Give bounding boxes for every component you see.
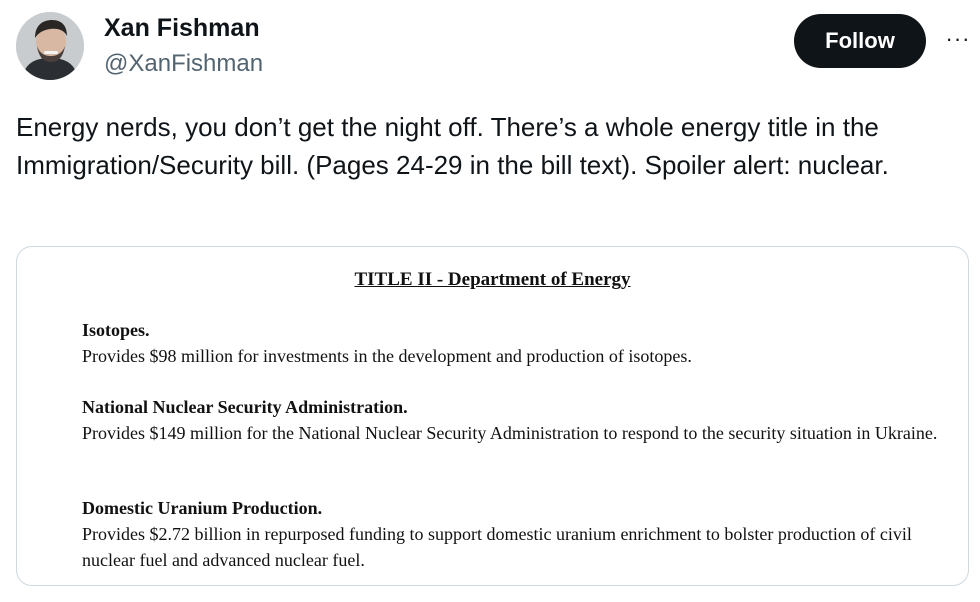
tweet-header: [0, 0, 980, 100]
section-body: Provides $2.72 billion in repurposed funding to support domestic uranium enrichment to bolster production of civil nuclear fuel and advanced nuclear fuel.: [82, 524, 912, 570]
section-body: Provides $149 million for the National Nuclear Security Administration to respond to the security situation in Ukraine.: [82, 423, 938, 443]
avatar-photo-icon: [16, 12, 84, 80]
document-section-uranium: [82, 495, 942, 573]
document-section-isotopes: [82, 317, 942, 369]
attached-image-card[interactable]: [16, 246, 969, 586]
section-body: Provides $98 million for investments in the development and production of isotopes.: [82, 346, 692, 366]
more-dots-icon[interactable]: ···: [945, 26, 971, 51]
tweet-text: Energy nerds, you don’t get the night off. There’s a whole energy title in the Immigration/Security bill. (Pages 24-29 in the bill text). Spoiler alert: nuclear.: [16, 112, 889, 180]
document-title: TITLE II - Department of Energy: [354, 269, 631, 290]
document-section-nnsa: [82, 394, 942, 446]
avatar[interactable]: [16, 12, 84, 80]
section-heading: Domestic Uranium Production.: [82, 498, 323, 518]
user-handle[interactable]: @XanFishman: [104, 50, 264, 77]
user-display-name[interactable]: Xan Fishman: [104, 14, 260, 42]
section-heading: Isotopes.: [82, 320, 150, 340]
follow-button[interactable]: Follow: [794, 14, 926, 68]
bill-excerpt-document: [17, 247, 968, 585]
section-heading: National Nuclear Security Administration.: [82, 397, 408, 417]
